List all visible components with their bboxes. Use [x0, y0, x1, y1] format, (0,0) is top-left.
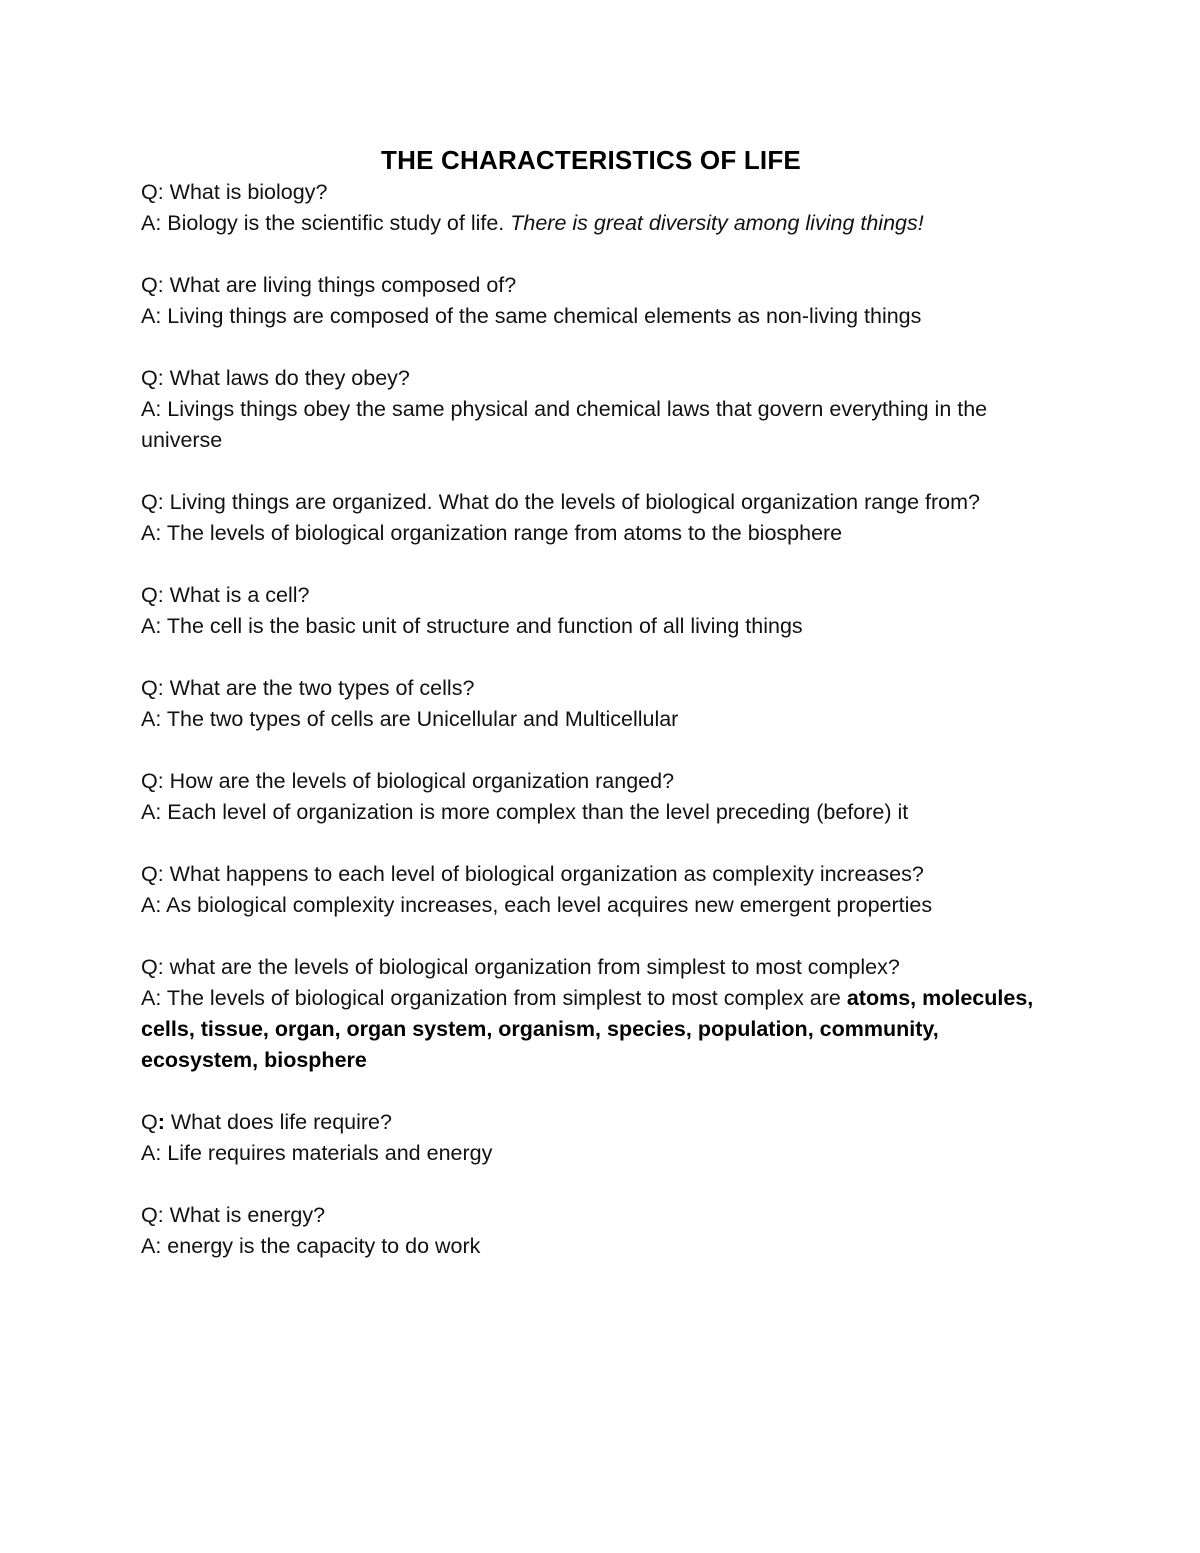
- qa-item: [141, 766, 1041, 828]
- question: Q: What is energy?: [141, 1203, 326, 1227]
- qa-item: [141, 673, 1041, 735]
- question: Q: what are the levels of biological organization from simplest to most complex?: [141, 955, 900, 979]
- answer: A: The levels of biological organization range from atoms to the biosphere: [141, 521, 843, 545]
- answer: A: As biological complexity increases, each level acquires new emergent properties: [141, 893, 933, 917]
- answer-text: A: Biology is the scientific study of life.: [141, 211, 511, 235]
- question: Q: Living things are organized. What do the levels of biological organization range from?: [141, 490, 980, 514]
- answer: A: energy is the capacity to do work: [141, 1234, 481, 1258]
- question: Q: What laws do they obey?: [141, 366, 410, 390]
- qa-item: [141, 270, 1041, 332]
- answer: A: The two types of cells are Unicellular and Multicellular: [141, 707, 679, 731]
- question-colon: :: [157, 1110, 165, 1134]
- document-page: [141, 143, 1041, 1262]
- answer-italic-text: There is great diversity among living things!: [510, 211, 924, 235]
- answer: A: Life requires materials and energy: [141, 1141, 493, 1165]
- qa-item: [141, 1200, 1041, 1262]
- qa-item: [141, 859, 1041, 921]
- question-prefix: Q: [141, 1110, 158, 1134]
- answer: [141, 983, 1041, 1076]
- qa-item: [141, 487, 1041, 549]
- answer: [141, 208, 1041, 239]
- answer: A: Livings things obey the same physical and chemical laws that govern everything in the universe: [141, 397, 988, 452]
- question: Q: What is a cell?: [141, 583, 310, 607]
- question: Q: What are the two types of cells?: [141, 676, 475, 700]
- answer: A: The cell is the basic unit of structure and function of all living things: [141, 614, 803, 638]
- page-title: THE CHARACTERISTICS OF LIFE: [381, 145, 801, 175]
- question: [141, 1107, 1041, 1138]
- question: Q: How are the levels of biological organization ranged?: [141, 769, 675, 793]
- question: Q: What is biology?: [141, 180, 328, 204]
- qa-item: [141, 177, 1041, 239]
- question-rest: What does life require?: [164, 1110, 392, 1134]
- answer: A: Living things are composed of the same chemical elements as non-living things: [141, 304, 922, 328]
- question: Q: What are living things composed of?: [141, 273, 517, 297]
- answer-bold-list: atoms, molecules, cells, tissue, organ, organ system, organism, species, population, community, ecosystem, biosphere: [141, 986, 1034, 1072]
- answer-text: A: The levels of biological organization from simplest to most complex are: [141, 986, 847, 1010]
- qa-item: [141, 580, 1041, 642]
- question: Q: What happens to each level of biological organization as complexity increases?: [141, 862, 924, 886]
- answer: A: Each level of organization is more complex than the level preceding (before) it: [141, 800, 909, 824]
- qa-item: [141, 952, 1041, 1076]
- qa-item: [141, 363, 1041, 456]
- qa-item: [141, 1107, 1041, 1169]
